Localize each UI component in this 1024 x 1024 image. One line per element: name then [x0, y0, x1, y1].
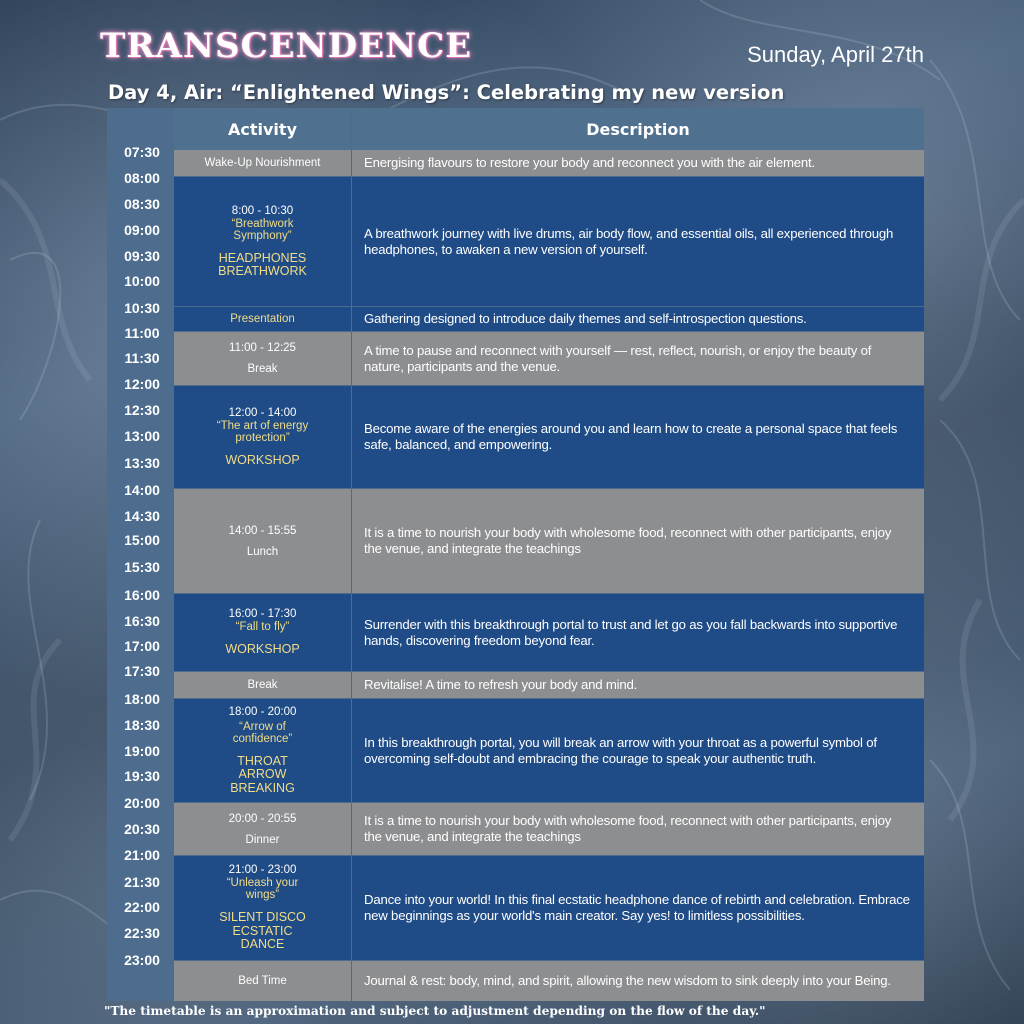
description-cell: A time to pause and reconnect with yourself — rest, reflect, nourish, or enjoy the beauty of nature, participants and the venue.: [352, 332, 924, 385]
time-label: 08:30: [124, 196, 160, 212]
schedule-row-lunch: [174, 489, 924, 593]
description-cell: Journal & rest: body, mind, and spirit, allowing the new wisdom to sink deeply into your Being.: [352, 961, 924, 1001]
time-label: 20:00: [124, 795, 160, 811]
activity-category: WORKSHOP: [225, 452, 300, 467]
time-label: 09:30: [124, 248, 160, 264]
activity-category: HEADPHONES BREATHWORK: [218, 250, 307, 278]
time-label: 16:30: [124, 613, 160, 629]
disclaimer-footnote: "The timetable is an approximation and subject to adjustment depending on the flow of the day.": [104, 1004, 766, 1018]
schedule-row-arrow-of-confidence: [174, 699, 924, 802]
time-label: 17:30: [124, 663, 160, 679]
schedule-row-energy-protection: [174, 386, 924, 488]
description-cell: Surrender with this breakthrough portal to trust and let go as you fall backwards into supportive hands, discovering freedom beyond fear.: [352, 594, 924, 671]
time-label: 13:30: [124, 455, 160, 471]
activity-cell: [174, 150, 351, 176]
activity-category: Dinner: [245, 833, 280, 846]
time-label: 18:00: [124, 691, 160, 707]
schedule-row-break-2: [174, 672, 924, 698]
description-cell: Become aware of the energies around you and learn how to create a personal space that feels safe, balanced, and empowering.: [352, 386, 924, 488]
schedule-row-bed-time: [174, 961, 924, 1001]
time-label: 07:30: [124, 144, 160, 160]
activity-cell: [174, 594, 351, 671]
timetable: [107, 108, 924, 1001]
activity-time: 12:00 - 14:00: [228, 406, 297, 419]
activity-title: “Breathwork Symphony”: [231, 217, 294, 242]
activity-time: 14:00 - 15:55: [228, 524, 297, 537]
activity-cell: [174, 177, 351, 306]
time-label: 23:00: [124, 952, 160, 968]
schedule-row-break: [174, 332, 924, 385]
schedule-row-presentation: [174, 307, 924, 331]
activity-category: THROAT ARROW BREAKING: [230, 753, 295, 795]
time-label: 22:00: [124, 899, 160, 915]
activity-time: 21:00 - 23:00: [228, 864, 297, 877]
activity-cell: [174, 672, 351, 698]
time-label: 15:30: [124, 559, 160, 575]
time-label: 12:00: [124, 376, 160, 392]
activity-time: 16:00 - 17:30: [228, 608, 297, 621]
activity-time: 11:00 - 12:25: [229, 342, 296, 354]
activity-cell: [174, 332, 351, 385]
schedule-row-breathwork: [174, 177, 924, 306]
activity-title: “Fall to fly”: [235, 621, 290, 634]
event-date: Sunday, April 27th: [747, 42, 924, 67]
activity-category: Lunch: [246, 545, 279, 558]
time-label: 12:30: [124, 402, 160, 418]
activity-cell: [174, 489, 351, 593]
activity-title: “Unleash your wings”: [226, 877, 299, 902]
time-label: 21:00: [124, 847, 160, 863]
time-label: 16:00: [124, 587, 160, 603]
description-cell: It is a time to nourish your body with wholesome food, reconnect with other participants, enjoy the venue, and integrate the teachings: [352, 489, 924, 593]
activity-cell: [174, 386, 351, 488]
time-label: 22:30: [124, 925, 160, 941]
activity-name: Bed Time: [238, 975, 287, 987]
description-cell: Revitalise! A time to refresh your body and mind.: [352, 672, 924, 698]
activity-cell: [174, 699, 351, 802]
activity-cell: [174, 803, 351, 855]
time-label: 14:30: [124, 508, 160, 524]
activity-cell: [174, 961, 351, 1001]
time-label: 08:00: [124, 170, 160, 186]
description-cell: A breathwork journey with live drums, air body flow, and essential oils, all experienced through headphones, to awaken a new version of yourself.: [352, 177, 924, 306]
time-gutter: [107, 108, 173, 1001]
day-title: Day 4, Air: “Enlightened Wings”: Celebrating my new version: [108, 81, 785, 104]
description-cell: Gathering designed to introduce daily themes and self-introspection questions.: [352, 307, 924, 331]
time-label: 10:00: [124, 273, 160, 289]
activity-name: Wake-Up Nourishment: [204, 157, 321, 169]
time-label: 19:30: [124, 768, 160, 784]
description-column-header: Description: [352, 108, 924, 150]
time-label: 17:00: [124, 638, 160, 654]
schedule-row-wake-up: [174, 150, 924, 176]
time-label: 18:30: [124, 717, 160, 733]
activity-time: 18:00 - 20:00: [228, 705, 297, 718]
activity-column-header: Activity: [174, 108, 351, 150]
activity-category: WORKSHOP: [225, 642, 300, 657]
description-cell: It is a time to nourish your body with wholesome food, reconnect with other participants, enjoy the venue, and integrate the teachings: [352, 803, 924, 855]
time-label: 10:30: [124, 300, 160, 316]
schedule-row-fall-to-fly: [174, 594, 924, 671]
time-label: 19:00: [124, 743, 160, 759]
activity-time: 20:00 - 20:55: [228, 812, 297, 825]
activity-title: “Arrow of confidence”: [232, 720, 293, 745]
time-label: 11:30: [124, 350, 160, 366]
time-label: 14:00: [124, 482, 160, 498]
schedule-row-silent-disco: [174, 856, 924, 960]
schedule-row-dinner: [174, 803, 924, 855]
activity-name: Presentation: [230, 313, 295, 325]
time-label: 11:00: [124, 325, 160, 341]
description-cell: In this breakthrough portal, you will break an arrow with your throat as a powerful symbol of overcoming self-doubt and embracing the courage to speak your authentic truth.: [352, 699, 924, 802]
description-cell: Energising flavours to restore your body and reconnect you with the air element.: [352, 150, 924, 176]
time-label: 13:00: [124, 428, 160, 444]
time-label: 20:30: [124, 821, 160, 837]
activity-name: Break: [247, 679, 278, 691]
activity-category: Break: [247, 363, 278, 375]
time-label: 09:00: [124, 222, 160, 238]
activity-title: “The art of energy protection”: [216, 419, 309, 444]
brand-logo: TRANSCENDENCE: [100, 26, 473, 66]
time-label: 15:00: [124, 532, 160, 548]
activity-cell: [174, 856, 351, 960]
description-cell: Dance into your world! In this final ecstatic headphone dance of rebirth and celebration. Embrace new beginnings as your world's main creator. Say yes! to limitless possibilities.: [352, 856, 924, 960]
time-label: 21:30: [124, 874, 160, 890]
activity-time: 8:00 - 10:30: [231, 204, 294, 217]
activity-category: SILENT DISCO ECSTATIC DANCE: [219, 910, 306, 952]
activity-cell: [174, 307, 351, 331]
